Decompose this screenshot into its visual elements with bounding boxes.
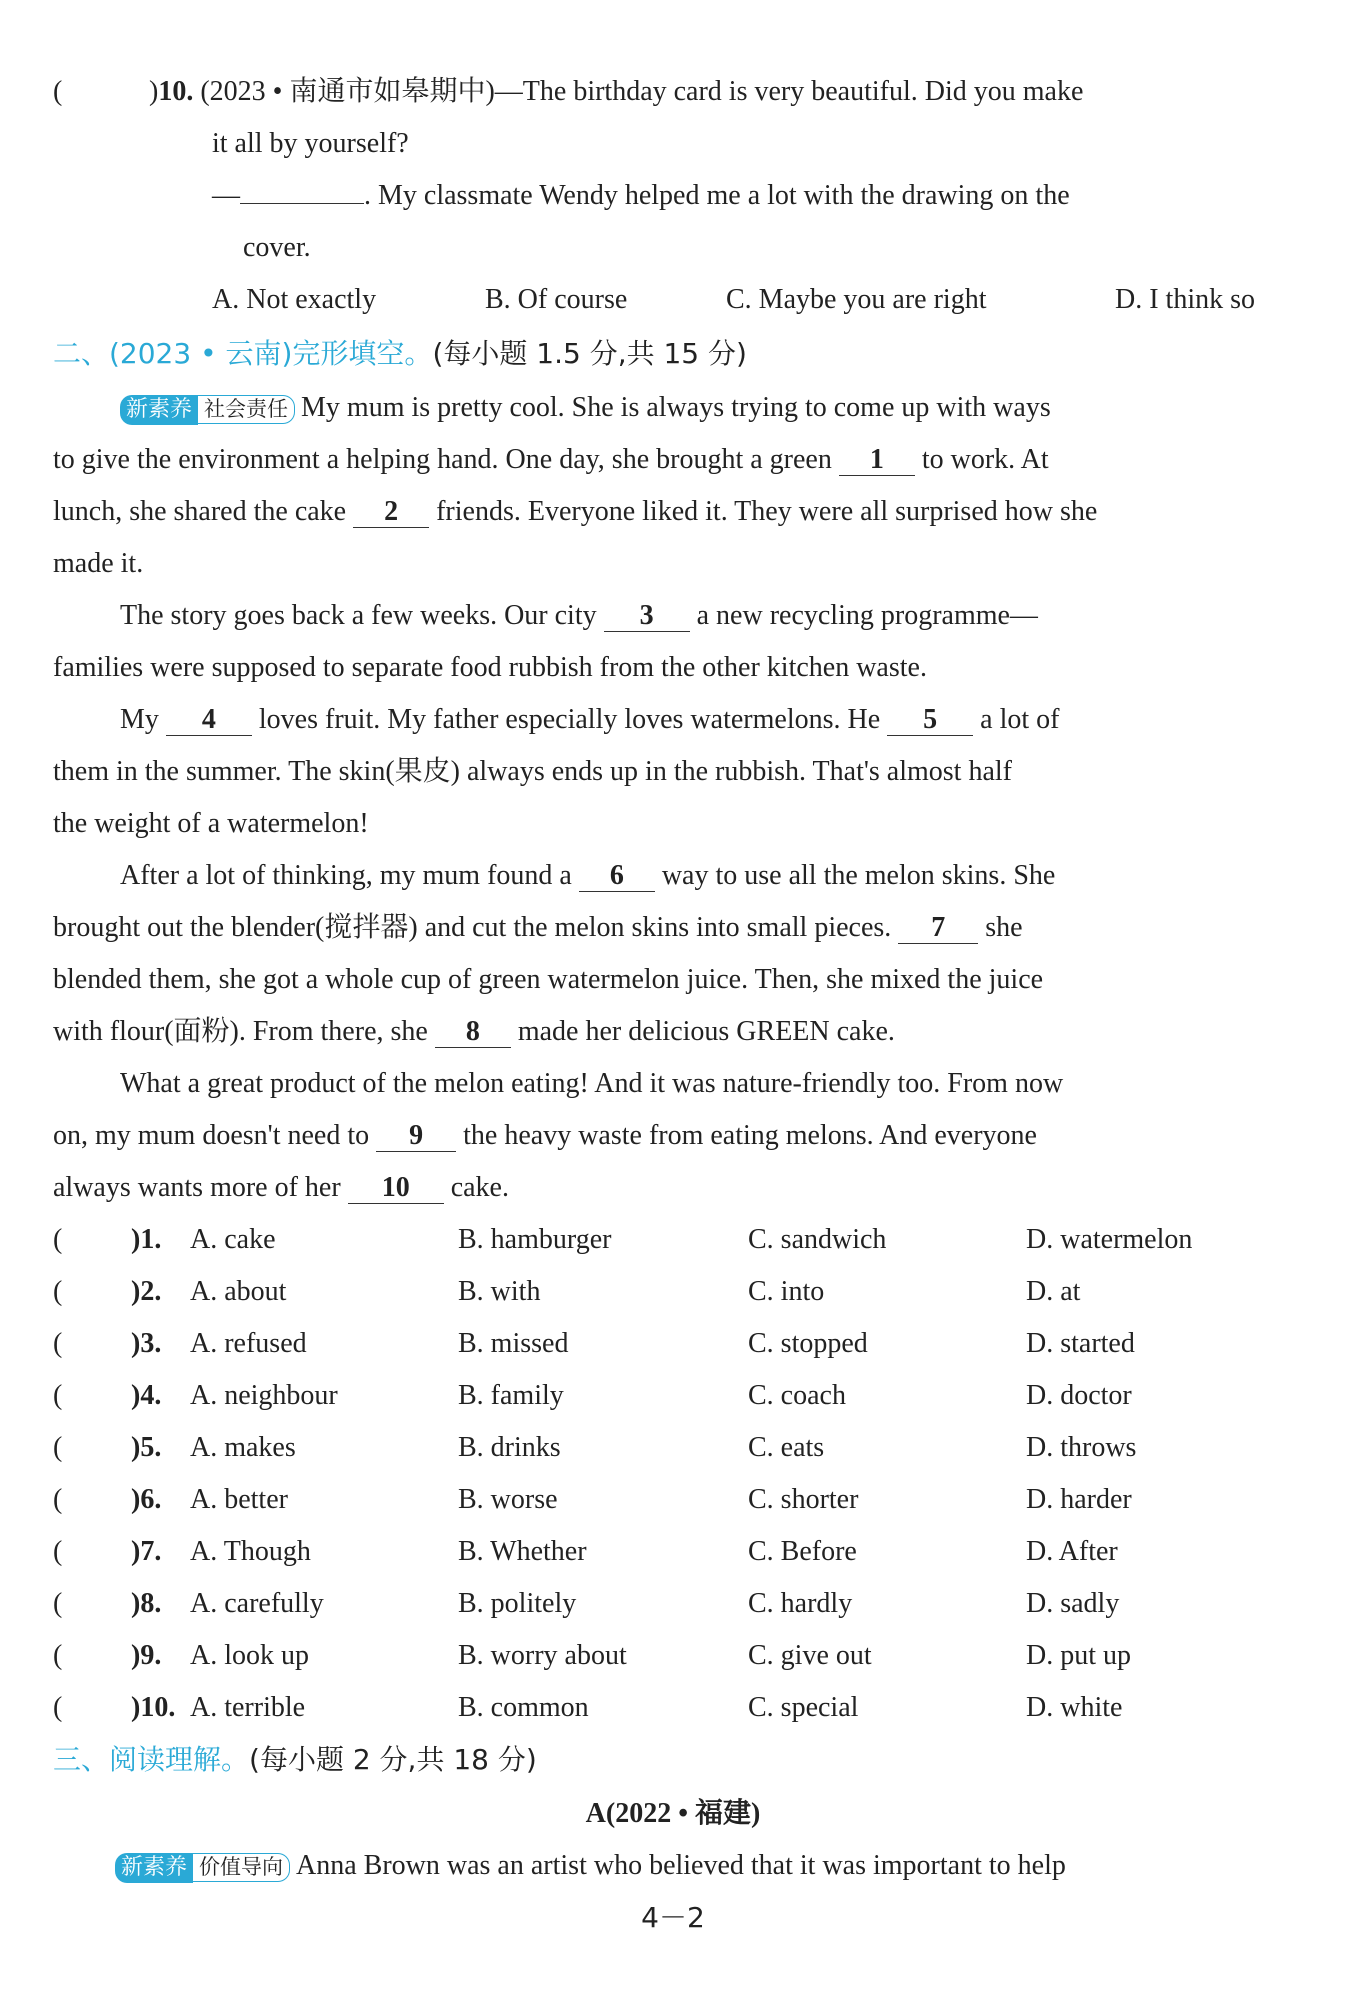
passage-line: families were supposed to separate food rubbish from the other kitchen waste. bbox=[53, 652, 927, 683]
option-c[interactable]: C. coach bbox=[748, 1380, 846, 1411]
option-d[interactable]: D. put up bbox=[1026, 1640, 1131, 1671]
question-number: )8. bbox=[131, 1588, 162, 1619]
option-a[interactable]: A. cake bbox=[190, 1224, 276, 1255]
option-c[interactable]: C. eats bbox=[748, 1432, 825, 1463]
answer-paren[interactable]: ( bbox=[53, 1484, 63, 1515]
option-c[interactable]: C. Maybe you are right bbox=[726, 284, 987, 315]
blank-9[interactable]: 9 bbox=[376, 1121, 456, 1152]
section3-heading bbox=[53, 1740, 1293, 1780]
option-b[interactable]: B. politely bbox=[458, 1588, 577, 1619]
answer-paren[interactable]: ( bbox=[53, 1380, 63, 1411]
section-score: (每小题 1.5 分,共 15 分) bbox=[432, 337, 747, 370]
question-row bbox=[53, 1220, 1293, 1260]
passage-line: My 4 loves fruit. My father especially loves watermelons. He 5 a lot of bbox=[120, 704, 1060, 735]
option-b[interactable]: B. common bbox=[458, 1692, 589, 1723]
dialogue-text-cont: cover. bbox=[243, 232, 311, 263]
question-row bbox=[53, 1636, 1293, 1676]
answer-paren[interactable]: ( bbox=[53, 1276, 63, 1307]
answer-paren[interactable]: ( bbox=[53, 1640, 63, 1671]
option-c[interactable]: C. give out bbox=[748, 1640, 872, 1671]
option-b[interactable]: B. missed bbox=[458, 1328, 569, 1359]
passage-line: blended them, she got a whole cup of green watermelon juice. Then, she mixed the juice bbox=[53, 964, 1044, 995]
page-number: 4－2 bbox=[641, 1901, 705, 1934]
option-d[interactable]: D. watermelon bbox=[1026, 1224, 1193, 1255]
dialogue-text: . My classmate Wendy helped me a lot with the drawing on the bbox=[364, 180, 1070, 211]
passage-line: them in the summer. The skin(果皮) always ends up in the rubbish. That's almost half bbox=[53, 756, 1012, 787]
option-d[interactable]: D. throws bbox=[1026, 1432, 1137, 1463]
option-d[interactable]: D. started bbox=[1026, 1328, 1135, 1359]
option-d[interactable]: D. sadly bbox=[1026, 1588, 1120, 1619]
question-row bbox=[53, 1428, 1293, 1468]
answer-paren[interactable]: ( bbox=[53, 1328, 63, 1359]
passage-line: made it. bbox=[53, 548, 144, 579]
option-b[interactable]: B. Whether bbox=[458, 1536, 587, 1567]
dash: — bbox=[212, 180, 240, 211]
option-a[interactable]: A. Though bbox=[190, 1536, 311, 1567]
option-b[interactable]: B. hamburger bbox=[458, 1224, 612, 1255]
blank-7[interactable]: 7 bbox=[898, 913, 978, 944]
blank-1[interactable]: 1 bbox=[839, 445, 915, 476]
option-b[interactable]: B. with bbox=[458, 1276, 541, 1307]
question-number: )6. bbox=[131, 1484, 162, 1515]
blank-2[interactable]: 2 bbox=[353, 497, 429, 528]
passage-line: always wants more of her 10 cake. bbox=[53, 1172, 509, 1203]
question-number: )9. bbox=[131, 1640, 162, 1671]
option-d[interactable]: D. I think so bbox=[1115, 284, 1255, 315]
answer-paren-close[interactable]: ) bbox=[149, 76, 159, 107]
blank-8[interactable]: 8 bbox=[435, 1017, 511, 1048]
option-b[interactable]: B. drinks bbox=[458, 1432, 561, 1463]
option-a[interactable]: A. terrible bbox=[190, 1692, 306, 1723]
option-c[interactable]: C. shorter bbox=[748, 1484, 859, 1515]
passage-line: the weight of a watermelon! bbox=[53, 808, 369, 839]
answer-paren[interactable]: ( bbox=[53, 1536, 63, 1567]
blank-4[interactable]: 4 bbox=[166, 705, 252, 736]
option-a[interactable]: A. about bbox=[190, 1276, 287, 1307]
passage-line: What a great product of the melon eating! And it was nature-friendly too. From now bbox=[120, 1068, 1064, 1099]
option-d[interactable]: D. at bbox=[1026, 1276, 1081, 1307]
section-title: 三、阅读理解。 bbox=[53, 1743, 250, 1776]
passage-line: brought out the blender(搅拌器) and cut the melon skins into small pieces. 7 she bbox=[53, 912, 1023, 943]
option-a[interactable]: A. better bbox=[190, 1484, 288, 1515]
option-c[interactable]: C. sandwich bbox=[748, 1224, 887, 1255]
option-a[interactable]: A. refused bbox=[190, 1328, 307, 1359]
question-number: 10. bbox=[158, 76, 194, 107]
new-literacy-tag: 新素养 bbox=[120, 395, 198, 425]
option-c[interactable]: C. stopped bbox=[748, 1328, 868, 1359]
new-literacy-tag: 新素养 bbox=[115, 1853, 193, 1883]
passage-line: The story goes back a few weeks. Our city 3 a new recycling programme— bbox=[120, 600, 1038, 631]
answer-blank[interactable] bbox=[240, 203, 364, 204]
blank-6[interactable]: 6 bbox=[579, 861, 655, 892]
section-title: 二、(2023 • 云南)完形填空。 bbox=[53, 337, 433, 370]
blank-10[interactable]: 10 bbox=[348, 1173, 444, 1204]
option-c[interactable]: C. hardly bbox=[748, 1588, 853, 1619]
blank-5[interactable]: 5 bbox=[887, 705, 973, 736]
question-text-cont: it all by yourself? bbox=[212, 128, 409, 159]
tag-label: 社会责任 bbox=[198, 395, 295, 424]
tag-label: 价值导向 bbox=[193, 1853, 290, 1882]
question-number: )7. bbox=[131, 1536, 162, 1567]
blank-3[interactable]: 3 bbox=[604, 601, 690, 632]
question-row bbox=[53, 1272, 1293, 1312]
option-d[interactable]: D. white bbox=[1026, 1692, 1123, 1723]
option-c[interactable]: C. Before bbox=[748, 1536, 857, 1567]
question-row bbox=[53, 1532, 1293, 1572]
option-b[interactable]: B. family bbox=[458, 1380, 564, 1411]
passage-line: to give the environment a helping hand. One day, she brought a green 1 to work. At bbox=[53, 444, 1049, 475]
option-c[interactable]: C. special bbox=[748, 1692, 859, 1723]
question-text: —The birthday card is very beautiful. Did you make bbox=[494, 76, 1084, 107]
option-a[interactable]: A. Not exactly bbox=[212, 284, 377, 315]
option-c[interactable]: C. into bbox=[748, 1276, 825, 1307]
q10-answer-line bbox=[212, 176, 1292, 216]
answer-paren[interactable]: ( bbox=[53, 1588, 63, 1619]
passage-line: lunch, she shared the cake 2 friends. Everyone liked it. They were all surprised how she bbox=[53, 496, 1098, 527]
question-row bbox=[53, 1480, 1293, 1520]
option-b[interactable]: B. Of course bbox=[485, 284, 628, 315]
option-a[interactable]: A. makes bbox=[190, 1432, 296, 1463]
question-number: )2. bbox=[131, 1276, 162, 1307]
passage-line: with flour(面粉). From there, she 8 made her delicious GREEN cake. bbox=[53, 1016, 895, 1047]
question-source: (2023 • 南通市如皋期中) bbox=[200, 76, 495, 107]
question-row bbox=[53, 1584, 1293, 1624]
passage-line: 新素养 价值导向 Anna Brown was an artist who believed that it was important to help bbox=[115, 1846, 1293, 1886]
option-d[interactable]: D. harder bbox=[1026, 1484, 1132, 1515]
answer-paren[interactable]: ( bbox=[53, 1692, 63, 1723]
option-a[interactable]: A. neighbour bbox=[190, 1380, 338, 1411]
option-b[interactable]: B. worse bbox=[458, 1484, 558, 1515]
section-score: (每小题 2 分,共 18 分) bbox=[249, 1743, 537, 1776]
option-a[interactable]: A. look up bbox=[190, 1640, 309, 1671]
question-number: )4. bbox=[131, 1380, 162, 1411]
section2-heading bbox=[53, 334, 1293, 374]
question-row bbox=[53, 1324, 1293, 1364]
option-b[interactable]: B. worry about bbox=[458, 1640, 627, 1671]
question-number: )10. bbox=[131, 1692, 176, 1723]
passage-subtitle: A(2022 • 福建) bbox=[585, 1798, 761, 1829]
answer-paren-open: ( bbox=[53, 76, 63, 107]
passage-line: on, my mum doesn't need to 9 the heavy waste from eating melons. And everyone bbox=[53, 1120, 1037, 1151]
question-row bbox=[53, 1688, 1293, 1728]
option-a[interactable]: A. carefully bbox=[190, 1588, 324, 1619]
question-number: )5. bbox=[131, 1432, 162, 1463]
q10-line1 bbox=[53, 72, 1293, 112]
question-number: )3. bbox=[131, 1328, 162, 1359]
passage-line: 新素养 社会责任 My mum is pretty cool. She is always trying to come up with ways bbox=[120, 388, 1293, 428]
passage-line: After a lot of thinking, my mum found a 6 way to use all the melon skins. She bbox=[120, 860, 1056, 891]
question-row bbox=[53, 1376, 1293, 1416]
answer-paren[interactable]: ( bbox=[53, 1432, 63, 1463]
question-number: )1. bbox=[131, 1224, 162, 1255]
answer-paren[interactable]: ( bbox=[53, 1224, 63, 1255]
option-d[interactable]: D. doctor bbox=[1026, 1380, 1132, 1411]
option-d[interactable]: D. After bbox=[1026, 1536, 1118, 1567]
